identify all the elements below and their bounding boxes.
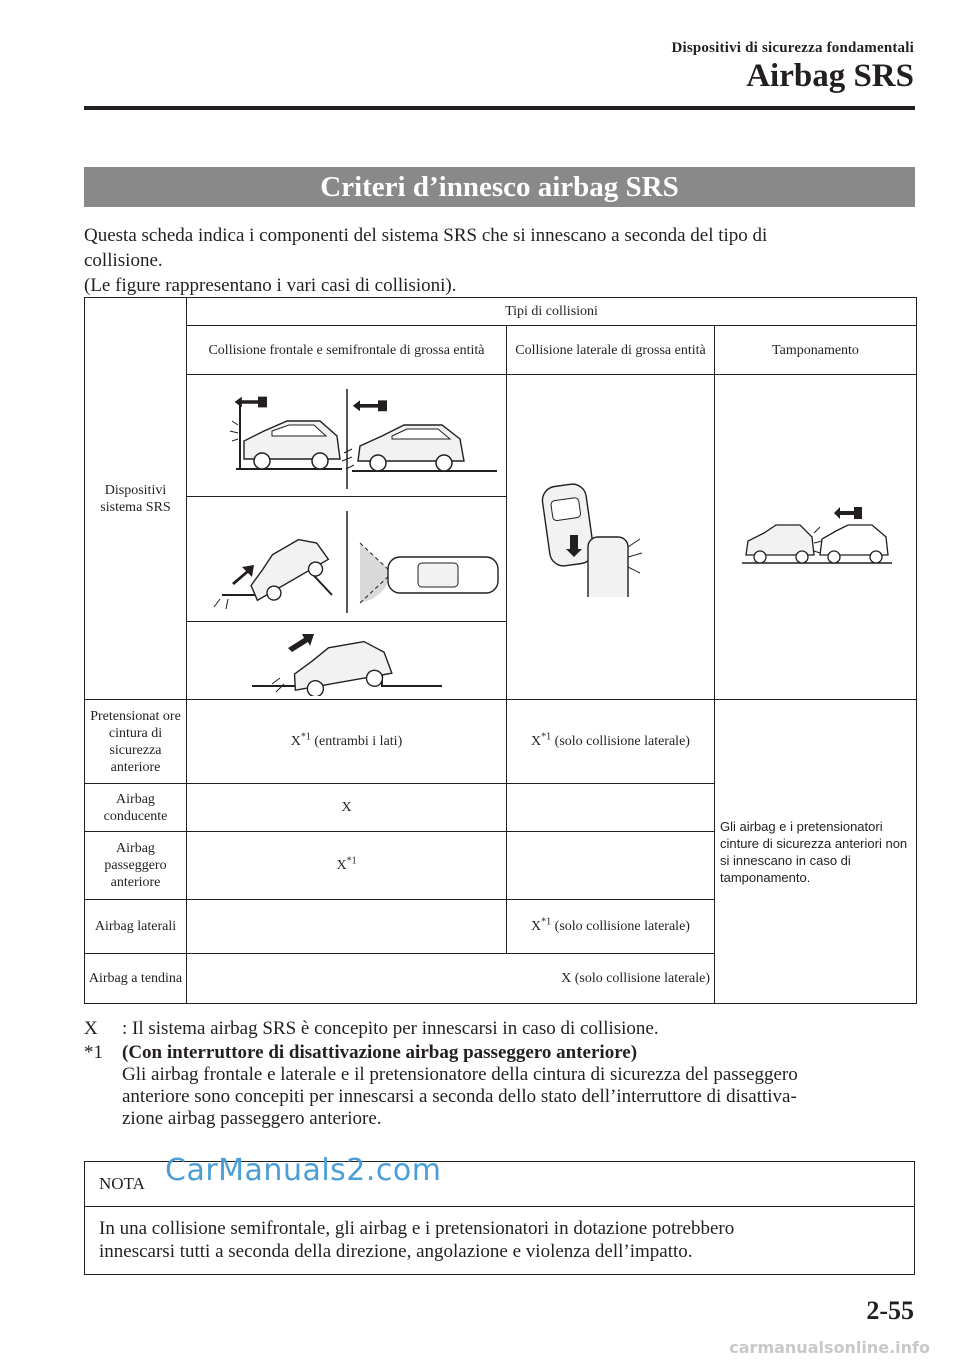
col-side-collision: Collisione laterale di grossa entità: [507, 326, 715, 375]
footnote-ref: *1: [541, 916, 552, 928]
car-front-collision-icon: [192, 381, 502, 491]
row-label-seatbelt-pretensioner: Pretensionat ore cintura di sicurezza anteriore: [85, 700, 187, 784]
x-mark: X: [290, 734, 301, 749]
watermark-logo: CarManuals2.com: [165, 1153, 442, 1188]
car-front-collision-icon: [192, 626, 502, 696]
x-mark: X: [531, 734, 542, 749]
side-collision-figure-cell: [507, 375, 715, 700]
car-offset-collision-icon: [192, 503, 502, 615]
row-label-passenger-airbag: Airbag passeggero anteriore: [85, 832, 187, 900]
nota-title: NOTA: [85, 1162, 914, 1207]
cell-side-pretensioner: [507, 700, 715, 784]
note-line: anteriore sono concepiti per innescarsi a seconda dello stato dell’interruttore di disattiva-: [122, 1086, 797, 1107]
site-watermark: carmanualsonline.info: [729, 1338, 930, 1357]
cell-side-curtain-airbags: X (solo collisione laterale): [187, 954, 715, 1004]
section-banner: Criteri d’innesco airbag SRS: [84, 167, 915, 207]
cell-front-pretensioner: [187, 700, 507, 784]
cell-note: (solo collisione laterale): [551, 734, 690, 749]
note-text: : Il sistema airbag SRS è concepito per innescarsi in caso di collisione.: [122, 1018, 659, 1039]
note-title: (Con interruttore di disattivazione airbag passeggero anteriore): [122, 1042, 638, 1063]
row-label-side-airbags: Airbag laterali: [85, 900, 187, 954]
cell-front-driver-airbag: X: [187, 784, 507, 832]
rear-collision-note: Gli airbag e i pretensionatori cinture di sicurezza anteriori non si innescano in caso di tamponamento.: [715, 700, 917, 1004]
row-label-driver-airbag: Airbag conducente: [85, 784, 187, 832]
note-text: [122, 1042, 915, 1130]
collision-types-header: Tipi di collisioni: [187, 298, 917, 326]
page-title: Airbag SRS: [746, 58, 914, 94]
intro-line: Questa scheda indica i componenti del sistema SRS che si innescano a seconda del tipo di: [84, 225, 768, 246]
x-mark: X: [336, 858, 347, 873]
header-rule: [84, 106, 915, 110]
note-symbol: X: [84, 1018, 98, 1039]
col-front-collision: Collisione frontale e semifrontale di grossa entità: [187, 326, 507, 375]
intro-line: collisione.: [84, 250, 163, 271]
front-collision-figure-cell: [187, 375, 507, 497]
angled-collision-figure-cell: [187, 622, 507, 700]
section-title: Dispositivi di sicurezza fondamentali: [671, 40, 914, 56]
intro-paragraph: [84, 223, 915, 298]
deployment-table: [84, 297, 917, 1004]
cell-side-passenger-airbag: [507, 832, 715, 900]
x-mark: X: [531, 919, 542, 934]
note-1: [84, 1042, 915, 1130]
page-number: 2-55: [866, 1296, 914, 1325]
rear-collision-figure-cell: [715, 375, 917, 700]
nota-body: [85, 1207, 914, 1273]
footnote-ref: *1: [541, 731, 552, 743]
cell-note: (entrambi i lati): [310, 734, 403, 749]
cell-note: (solo collisione laterale): [551, 919, 690, 934]
cell-front-side-airbags: [187, 900, 507, 954]
note-line: Gli airbag frontale e laterale e il pretensionatore della cintura di sicurezza del passeggero: [122, 1064, 798, 1085]
note-symbol: *1: [84, 1042, 103, 1063]
intro-line: (Le figure rappresentano i vari casi di collisioni).: [84, 275, 457, 296]
cell-front-passenger-airbag: [187, 832, 507, 900]
table-corner-label: Dispositivi sistema SRS: [85, 298, 187, 700]
car-rear-collision-icon: [736, 497, 896, 577]
footnote-ref: *1: [300, 731, 311, 743]
car-side-collision-icon: [536, 477, 686, 597]
nota-line: innescarsi tutti a seconda della direzione, angolazione e violenza dell’impatto.: [99, 1241, 693, 1262]
cell-side-side-airbags: [507, 900, 715, 954]
footnote-ref: *1: [346, 855, 357, 867]
note-line: zione airbag passeggero anteriore.: [122, 1108, 382, 1129]
table-footnotes: [84, 1018, 915, 1130]
cell-side-driver-airbag: [507, 784, 715, 832]
row-label-curtain-airbags: Airbag a tendina: [85, 954, 187, 1004]
nota-line: In una collisione semifrontale, gli airbag e i pretensionatori in dotazione potrebbero: [99, 1218, 735, 1239]
col-rear-collision: Tamponamento: [715, 326, 917, 375]
offset-collision-figure-cell: [187, 497, 507, 622]
note-x: [84, 1018, 915, 1040]
